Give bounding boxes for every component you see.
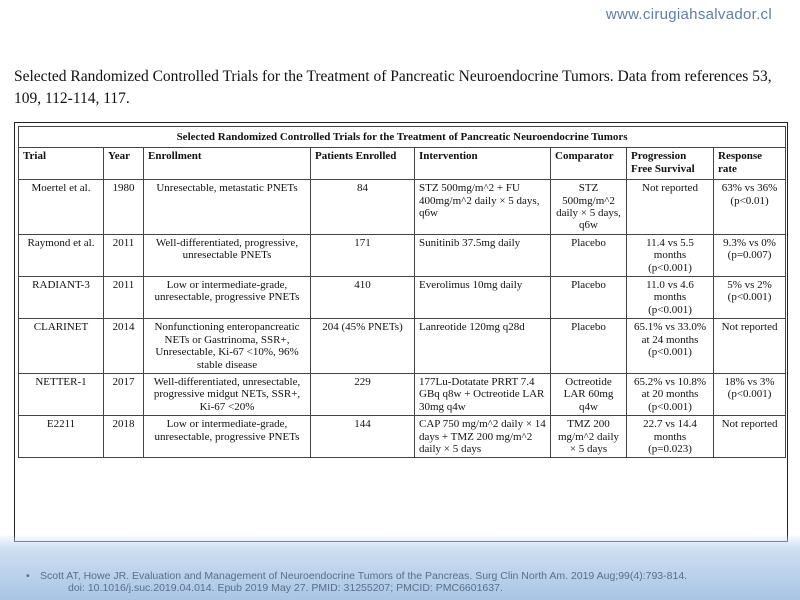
table-header-row	[19, 148, 786, 180]
comparator-cell: Placebo	[551, 319, 627, 374]
intervention-cell: Sunitinib 37.5mg daily	[415, 234, 551, 276]
enrollment-cell: Well-differentiated, unresectable, progressive midgut NETs, SSR+, Ki-67 <20%	[144, 373, 311, 415]
comparator-cell: Placebo	[551, 277, 627, 319]
column-header: Year	[104, 148, 144, 180]
enrollment-cell: Well-differentiated, progressive, unresectable PNETs	[144, 234, 311, 276]
pfs-cell: 65.1% vs 33.0% at 24 months (p<0.001)	[627, 319, 714, 374]
intervention-cell: Everolimus 10mg daily	[415, 277, 551, 319]
patients-cell: 144	[311, 416, 415, 458]
patients-cell: 410	[311, 277, 415, 319]
intervention-cell: STZ 500mg/m^2 + FU 400mg/m^2 daily × 5 days, q6w	[415, 180, 551, 235]
column-header: Response rate	[714, 148, 786, 180]
response-cell: Not reported	[714, 319, 786, 374]
patients-cell: 84	[311, 180, 415, 235]
pfs-cell: 65.2% vs 10.8% at 20 months (p<0.001)	[627, 373, 714, 415]
patients-cell: 229	[311, 373, 415, 415]
table-row	[19, 373, 786, 415]
trial-cell: CLARINET	[19, 319, 104, 374]
table-row	[19, 180, 786, 235]
trial-cell: E2211	[19, 416, 104, 458]
table-body	[19, 180, 786, 458]
response-cell: 9.3% vs 0% (p=0.007)	[714, 234, 786, 276]
comparator-cell: TMZ 200 mg/m^2 daily × 5 days	[551, 416, 627, 458]
trial-cell: NETTER-1	[19, 373, 104, 415]
column-header: Trial	[19, 148, 104, 180]
table-row	[19, 319, 786, 374]
enrollment-cell: Unresectable, metastatic PNETs	[144, 180, 311, 235]
column-header: Enrollment	[144, 148, 311, 180]
trials-table-container	[14, 122, 788, 542]
year-cell: 2011	[104, 234, 144, 276]
column-header: Progression Free Survival	[627, 148, 714, 180]
intervention-cell: CAP 750 mg/m^2 daily × 14 days + TMZ 200 mg/m^2 daily × 5 days	[415, 416, 551, 458]
trial-cell: RADIANT-3	[19, 277, 104, 319]
figure-caption: Selected Randomized Controlled Trials for the Treatment of Pancreatic Neuroendocrine Tumors. Data from references 53, 109, 112-114, 117.	[14, 68, 772, 107]
intervention-cell: 177Lu-Dotatate PRRT 7.4 GBq q8w + Octreotide LAR 30mg q4w	[415, 373, 551, 415]
pfs-cell: Not reported	[627, 180, 714, 235]
patients-cell: 204 (45% PNETs)	[311, 319, 415, 374]
comparator-cell: STZ 500mg/m^2 daily × 5 days, q6w	[551, 180, 627, 235]
response-cell: 5% vs 2% (p<0.001)	[714, 277, 786, 319]
response-cell: Not reported	[714, 416, 786, 458]
response-cell: 63% vs 36% (p<0.01)	[714, 180, 786, 235]
trials-table	[18, 126, 786, 458]
enrollment-cell: Low or intermediate-grade, unresectable, progressive PNETs	[144, 277, 311, 319]
year-cell: 2017	[104, 373, 144, 415]
intervention-cell: Lanreotide 120mg q28d	[415, 319, 551, 374]
column-header: Intervention	[415, 148, 551, 180]
patients-cell: 171	[311, 234, 415, 276]
table-title: Selected Randomized Controlled Trials for the Treatment of Pancreatic Neuroendocrine Tumors	[19, 127, 786, 148]
comparator-cell: Octreotide LAR 60mg q4w	[551, 373, 627, 415]
reference-line-1: Scott AT, Howe JR. Evaluation and Management of Neuroendocrine Tumors of the Pancreas. Surg Clin North Am. 2019 Aug;99(4):793-814.	[40, 570, 688, 582]
table-row	[19, 234, 786, 276]
response-cell: 18% vs 3% (p<0.001)	[714, 373, 786, 415]
table-row	[19, 277, 786, 319]
trial-cell: Raymond et al.	[19, 234, 104, 276]
year-cell: 1980	[104, 180, 144, 235]
year-cell: 2014	[104, 319, 144, 374]
bullet-icon: •	[26, 570, 30, 582]
table-row	[19, 416, 786, 458]
reference-line-2: doi: 10.1016/j.suc.2019.04.014. Epub 2019 May 27. PMID: 31255207; PMCID: PMC6601637.	[68, 582, 503, 594]
pfs-cell: 22.7 vs 14.4 months (p=0.023)	[627, 416, 714, 458]
year-cell: 2018	[104, 416, 144, 458]
trial-cell: Moertel et al.	[19, 180, 104, 235]
column-header: Comparator	[551, 148, 627, 180]
pfs-cell: 11.4 vs 5.5 months (p<0.001)	[627, 234, 714, 276]
column-header: Patients Enrolled	[311, 148, 415, 180]
year-cell: 2011	[104, 277, 144, 319]
reference-citation	[26, 570, 780, 594]
enrollment-cell: Low or intermediate-grade, unresectable, progressive PNETs	[144, 416, 311, 458]
comparator-cell: Placebo	[551, 234, 627, 276]
enrollment-cell: Nonfunctioning enteropancreatic NETs or Gastrinoma, SSR+, Unresectable, Ki-67 <10%, 96% stable disease	[144, 319, 311, 374]
site-url: www.cirugiahsalvador.cl	[605, 6, 772, 23]
pfs-cell: 11.0 vs 4.6 months (p<0.001)	[627, 277, 714, 319]
